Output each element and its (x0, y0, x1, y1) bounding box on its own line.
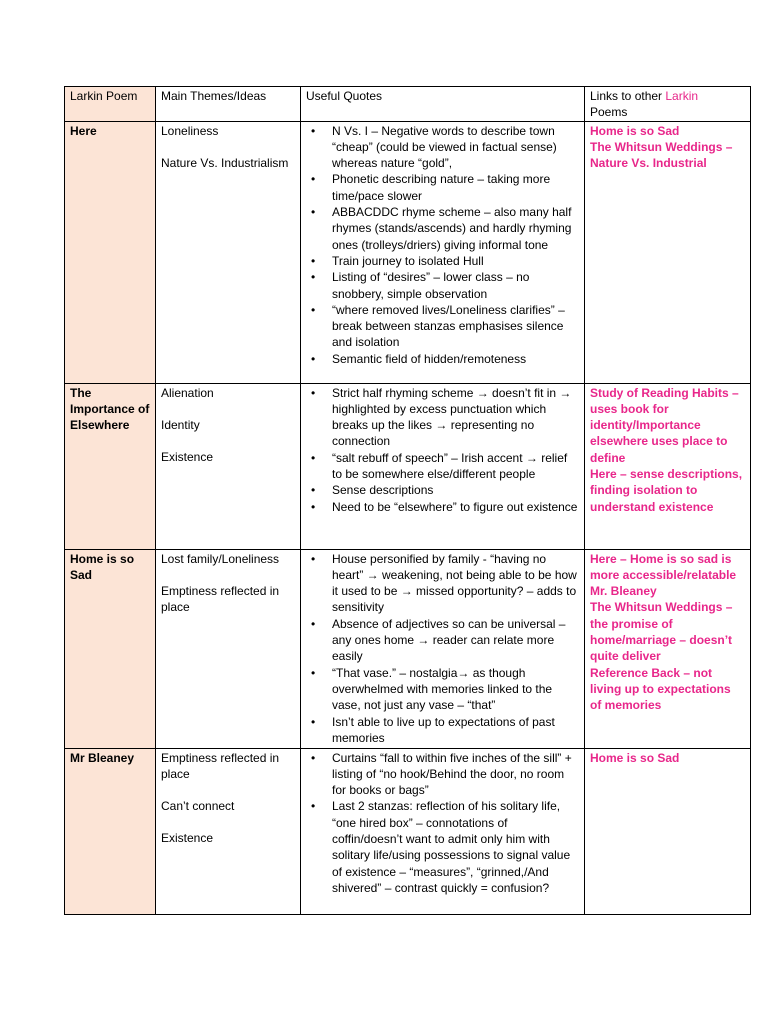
quote-item: • Train journey to isolated Hull (332, 253, 579, 269)
quote-item: • Curtains “fall to within five inches of the sill” + listing of “no hook/Behind the door, no room for books or bags” (332, 750, 579, 799)
quotes-list (306, 551, 579, 747)
quotes-cell (301, 549, 585, 748)
header-poem: Larkin Poem (65, 87, 156, 122)
header-links-suffix: Poems (590, 105, 628, 120)
theme-item: Existence (161, 831, 214, 846)
poem-title: The Importance of Elsewhere (65, 383, 156, 549)
theme-item: Loneliness (161, 123, 219, 138)
quotes-cell (301, 383, 585, 549)
header-themes: Main Themes/Ideas (156, 87, 301, 122)
theme-item: Emptiness reflected in place (161, 750, 280, 781)
links-cell (585, 549, 751, 748)
quote-item: • Semantic field of hidden/remoteness (332, 351, 579, 367)
quote-item: • Strict half rhyming scheme → doesn’t fit in → highlighted by excess punctuation which breaks up the likes → representing no connection (332, 385, 579, 450)
quotes-list (306, 385, 579, 515)
quote-item: • House personified by family - “having no heart” → weakening, not being able to be how it used to be → missed opportunity? – adds to sensitivity (332, 551, 579, 616)
quotes-cell (301, 748, 585, 914)
header-links (585, 87, 751, 122)
quote-item: • “That vase.” – nostalgia→ as though overwhelmed with memories linked to the vase, not just any vase – “that” (332, 665, 579, 714)
themes-cell (156, 549, 301, 748)
link-item: Reference Back – not living up to expectations of memories (590, 665, 731, 713)
theme-item: Emptiness reflected in place (161, 583, 280, 615)
themes-cell (156, 748, 301, 914)
poem-title: Mr Bleaney (65, 748, 156, 914)
link-item: Home is so Sad (590, 750, 680, 765)
theme-item: Can’t connect (161, 799, 235, 814)
link-item: Here – Home is so sad is more accessible/relatable (590, 551, 737, 582)
table-row (65, 121, 751, 383)
themes-cell (156, 121, 301, 383)
theme-item: Identity (161, 417, 200, 432)
theme-item: Lost family/Loneliness (161, 551, 280, 566)
quote-item: • ABBACDDC rhyme scheme – also many half rhymes (stands/ascends) and hardly rhyming ones (trolleys/driers) giving informal tone (332, 204, 579, 253)
quote-item: • N Vs. I – Negative words to describe town “cheap” (could be viewed in factual sense) whereas nature “gold”, (332, 123, 579, 172)
quotes-cell (301, 121, 585, 383)
quotes-list (306, 123, 579, 367)
links-cell (585, 748, 751, 914)
themes-cell (156, 383, 301, 549)
link-item: The Whitsun Weddings – the promise of home/marriage – doesn’t quite deliver (590, 600, 733, 664)
quote-item: • Absence of adjectives so can be universal – any ones home → reader can relate more easily (332, 616, 579, 665)
table-row (65, 748, 751, 914)
quote-item: • “where removed lives/Loneliness clarifies” – break between stanzas emphasises silence and isolation (332, 302, 579, 351)
links-cell (585, 383, 751, 549)
table-row (65, 549, 751, 748)
quotes-list (306, 750, 579, 897)
link-item: Home is so Sad (590, 123, 680, 138)
theme-item: Nature Vs. Industrialism (161, 155, 289, 170)
table-row (65, 383, 751, 549)
larkin-poems-table (64, 86, 751, 915)
theme-item: Existence (161, 450, 214, 465)
header-links-prefix: Links to other (590, 89, 666, 103)
quote-item: • “salt rebuff of speech” – Irish accent → relief to be somewhere else/different people (332, 450, 579, 483)
quote-item: • Need to be “elsewhere” to figure out existence (332, 499, 579, 515)
quote-item: • Phonetic describing nature – taking more time/pace slower (332, 171, 579, 204)
quote-item: • Isn’t able to live up to expectations of past memories (332, 714, 579, 747)
theme-item: Alienation (161, 385, 214, 400)
link-item: Study of Reading Habits – uses book for identity/Importance elsewhere uses place to define (590, 385, 739, 465)
link-item: Here – sense descriptions, finding isolation to understand existence (590, 467, 743, 514)
header-links-accent: Larkin (665, 89, 699, 103)
quote-item: • Listing of “desires” – lower class – no snobbery, simple observation (332, 269, 579, 302)
header-row (65, 87, 751, 122)
link-item: Mr. Bleaney (590, 584, 657, 599)
quote-item: • Last 2 stanzas: reflection of his solitary life, “one hired box” – connotations of coffin/doesn’t want to admit only him with solitary life/using possessions to signal value of existence – “measures”, “grinned,/And shivered” – contrast quickly = confusion? (332, 798, 579, 896)
poem-title: Home is so Sad (65, 549, 156, 748)
quote-item: • Sense descriptions (332, 482, 579, 498)
poem-title: Here (65, 121, 156, 383)
link-item: The Whitsun Weddings – Nature Vs. Industrial (590, 139, 733, 171)
links-cell (585, 121, 751, 383)
header-quotes: Useful Quotes (301, 87, 585, 122)
